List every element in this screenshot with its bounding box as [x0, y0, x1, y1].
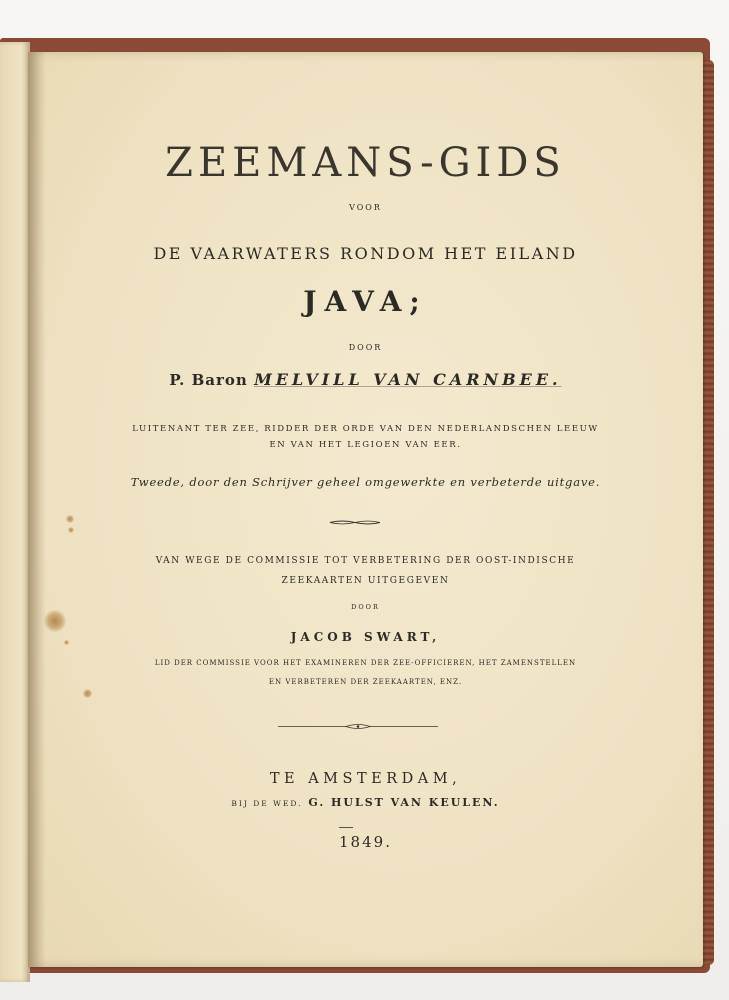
- commission-line: VAN WEGE DE COMMISSIE TOT VERBETERING DER OOST-INDISCHE: [155, 556, 576, 566]
- foxing-stain: [66, 515, 74, 523]
- gutter-shadow: [28, 52, 46, 967]
- publication-year: 1849.: [339, 833, 392, 851]
- commission-note: [28, 551, 703, 591]
- foxing-stain: [44, 610, 66, 632]
- door-label: DOOR: [351, 603, 380, 611]
- ranks-line: EN VAN HET LEGIOEN VAN EER.: [269, 440, 462, 450]
- left-page-edge: [0, 42, 30, 982]
- title-page: [28, 52, 703, 967]
- foxing-stain: [68, 527, 74, 533]
- author-ranks: [28, 421, 703, 453]
- author-name: MELVILL VAN CARNBEE.: [254, 370, 562, 389]
- door-label: DOOR: [348, 343, 383, 352]
- printer-line: [28, 796, 703, 809]
- publisher-name: JACOB SWART,: [290, 630, 441, 644]
- author-prefix: P. Baron: [169, 371, 248, 389]
- edition-note: Tweede, door den Schrijver geheel omgewerkte en verbeterde uitgave.: [130, 475, 601, 489]
- commission-line: ZEEKAARTEN UITGEGEVEN: [281, 576, 450, 586]
- author-line: [28, 370, 703, 389]
- publication-place: TE AMSTERDAM,: [269, 771, 462, 787]
- member-line: LID DER COMMISSIE VOOR HET EXAMINEREN DER ZEE-OFFICIEREN, HET ZAMENSTELLEN: [154, 659, 577, 667]
- member-line: EN VERBETEREN DER ZEEKAARTEN, ENZ.: [268, 678, 463, 686]
- printer-prefix: BIJ DE WED.: [231, 799, 303, 808]
- ornamental-rule: [328, 519, 382, 526]
- book-title: ZEEMANS-GIDS: [165, 140, 566, 186]
- book-subtitle: DE VAARWATERS RONDOM HET EILAND: [153, 244, 578, 263]
- year-rule: [339, 827, 353, 828]
- voor-label: VOOR: [349, 203, 382, 212]
- ranks-line: LUITENANT TER ZEE, RIDDER DER ORDE VAN DEN NEDERLANDSCHEN LEEUW: [132, 424, 599, 434]
- printer-name: G. HULST VAN KEULEN.: [308, 796, 500, 809]
- java-heading: JAVA;: [303, 285, 428, 318]
- ornamental-rule: [276, 723, 440, 730]
- publisher-role: [28, 654, 703, 692]
